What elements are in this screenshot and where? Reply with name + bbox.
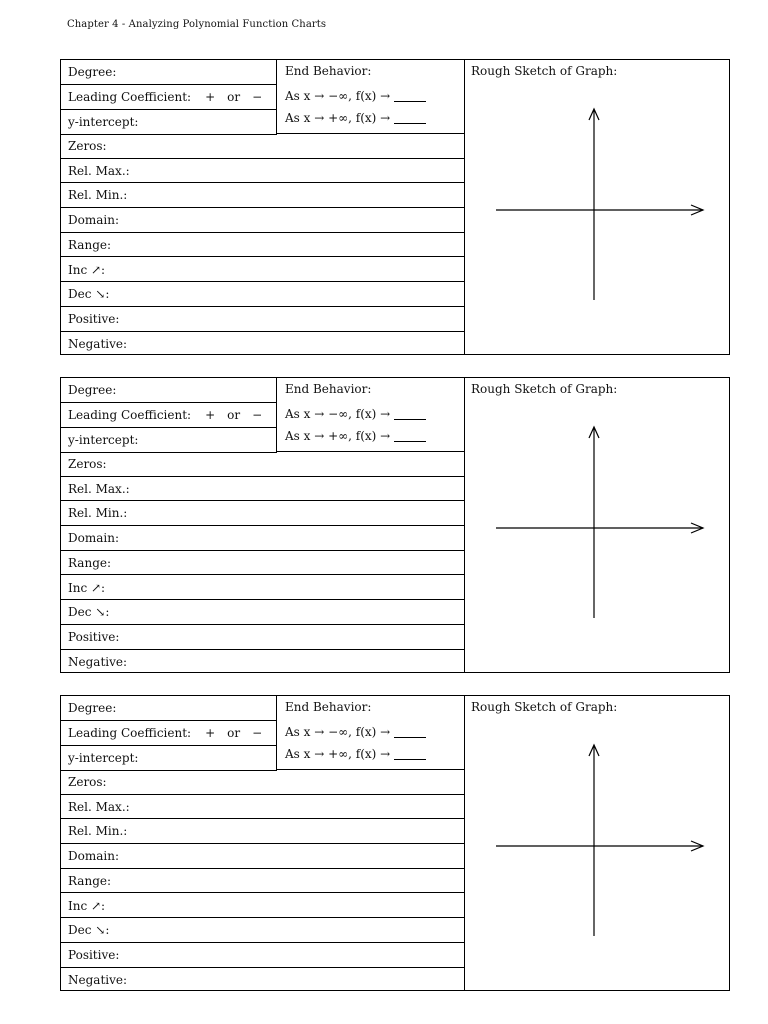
positive-cell (61, 943, 464, 968)
increasing-label: Inc ↗: (68, 262, 106, 277)
sketch-area (465, 696, 729, 990)
negative-cell (61, 650, 464, 675)
decreasing-cell (61, 282, 464, 307)
info-grid (61, 696, 465, 990)
decreasing-label: Dec ↘: (68, 287, 110, 302)
y-intercept-cell (61, 110, 277, 135)
y-intercept-cell (61, 428, 277, 453)
degree-cell (61, 60, 277, 85)
rel-min-label: Rel. Min.: (68, 188, 128, 203)
zeros-label: Zeros: (68, 139, 107, 153)
leading-coefficient-cell (61, 403, 277, 428)
decreasing-cell (61, 600, 464, 625)
end-behavior-negative-infinity: As x → −∞, f(x) → (285, 406, 426, 422)
positive-label: Positive: (68, 311, 120, 326)
domain-label: Domain: (68, 849, 119, 864)
end-behavior-label: End Behavior: (285, 382, 372, 396)
end-behavior-positive-infinity: As x → +∞, f(x) → (285, 746, 426, 762)
leading-coefficient-label: Leading Coefficient: (68, 90, 192, 104)
page-title: Chapter 4 - Analyzing Polynomial Function Charts (67, 19, 327, 30)
positive-cell (61, 625, 464, 650)
end-behavior-cell (277, 696, 464, 770)
rel-min-cell (61, 819, 464, 844)
degree-label: Degree: (68, 383, 117, 397)
end-behavior-positive-infinity: As x → +∞, f(x) → (285, 428, 426, 444)
end-behavior-negative-infinity: As x → −∞, f(x) → (285, 88, 426, 104)
y-intercept-label: y-intercept: (68, 115, 139, 129)
sketch-title: Rough Sketch of Graph: (471, 382, 618, 396)
info-grid (61, 378, 465, 672)
sketch-title: Rough Sketch of Graph: (471, 700, 618, 714)
negative-cell (61, 332, 464, 357)
rel-max-label: Rel. Max.: (68, 481, 130, 496)
or-text: or (227, 90, 241, 104)
negative-label: Negative: (68, 972, 128, 987)
polynomial-chart-3 (60, 695, 730, 991)
end-behavior-cell (277, 378, 464, 452)
domain-cell (61, 526, 464, 551)
coordinate-axes (465, 696, 729, 990)
rel-max-cell (61, 159, 464, 184)
y-intercept-label: y-intercept: (68, 433, 139, 447)
zeros-cell (61, 770, 464, 795)
increasing-label: Inc ↗: (68, 898, 106, 913)
positive-label: Positive: (68, 629, 120, 644)
minus-option: − (252, 408, 263, 422)
zeros-cell (61, 452, 464, 477)
sketch-title: Rough Sketch of Graph: (471, 64, 618, 78)
rel-min-cell (61, 501, 464, 526)
increasing-cell (61, 576, 464, 601)
zeros-cell (61, 134, 464, 159)
coordinate-axes (465, 60, 729, 354)
rel-min-label: Rel. Min.: (68, 506, 128, 521)
increasing-label: Inc ↗: (68, 580, 106, 595)
rel-max-label: Rel. Max.: (68, 163, 130, 178)
increasing-cell (61, 258, 464, 283)
info-grid (61, 60, 465, 354)
domain-cell (61, 844, 464, 869)
end-behavior-cell (277, 60, 464, 134)
end-behavior-positive-infinity: As x → +∞, f(x) → (285, 110, 426, 126)
decreasing-label: Dec ↘: (68, 923, 110, 938)
coordinate-axes (465, 378, 729, 672)
zeros-label: Zeros: (68, 457, 107, 471)
minus-option: − (252, 726, 263, 740)
decreasing-cell (61, 918, 464, 943)
negative-label: Negative: (68, 654, 128, 669)
end-behavior-label: End Behavior: (285, 700, 372, 714)
rel-max-cell (61, 477, 464, 502)
range-cell (61, 869, 464, 894)
rel-max-label: Rel. Max.: (68, 799, 130, 814)
leading-coefficient-cell (61, 85, 277, 110)
increasing-cell (61, 894, 464, 919)
plus-option: + (205, 90, 216, 104)
minus-option: − (252, 90, 263, 104)
domain-cell (61, 208, 464, 233)
rel-min-label: Rel. Min.: (68, 824, 128, 839)
leading-coefficient-cell (61, 721, 277, 746)
or-text: or (227, 408, 241, 422)
sketch-area (465, 378, 729, 672)
positive-label: Positive: (68, 947, 120, 962)
negative-cell (61, 968, 464, 993)
leading-coefficient-label: Leading Coefficient: (68, 408, 192, 422)
range-cell (61, 233, 464, 258)
degree-cell (61, 378, 277, 403)
degree-cell (61, 696, 277, 721)
domain-label: Domain: (68, 531, 119, 546)
plus-option: + (205, 408, 216, 422)
leading-coefficient-label: Leading Coefficient: (68, 726, 192, 740)
rel-max-cell (61, 795, 464, 820)
y-intercept-cell (61, 746, 277, 771)
zeros-label: Zeros: (68, 775, 107, 789)
domain-label: Domain: (68, 213, 119, 228)
y-intercept-label: y-intercept: (68, 751, 139, 765)
plus-option: + (205, 726, 216, 740)
range-label: Range: (68, 237, 112, 252)
negative-label: Negative: (68, 336, 128, 351)
degree-label: Degree: (68, 701, 117, 715)
range-label: Range: (68, 873, 112, 888)
end-behavior-negative-infinity: As x → −∞, f(x) → (285, 724, 426, 740)
end-behavior-label: End Behavior: (285, 64, 372, 78)
rel-min-cell (61, 183, 464, 208)
degree-label: Degree: (68, 65, 117, 79)
range-label: Range: (68, 555, 112, 570)
polynomial-chart-2 (60, 377, 730, 673)
polynomial-chart-1 (60, 59, 730, 355)
range-cell (61, 551, 464, 576)
positive-cell (61, 307, 464, 332)
decreasing-label: Dec ↘: (68, 605, 110, 620)
sketch-area (465, 60, 729, 354)
or-text: or (227, 726, 241, 740)
